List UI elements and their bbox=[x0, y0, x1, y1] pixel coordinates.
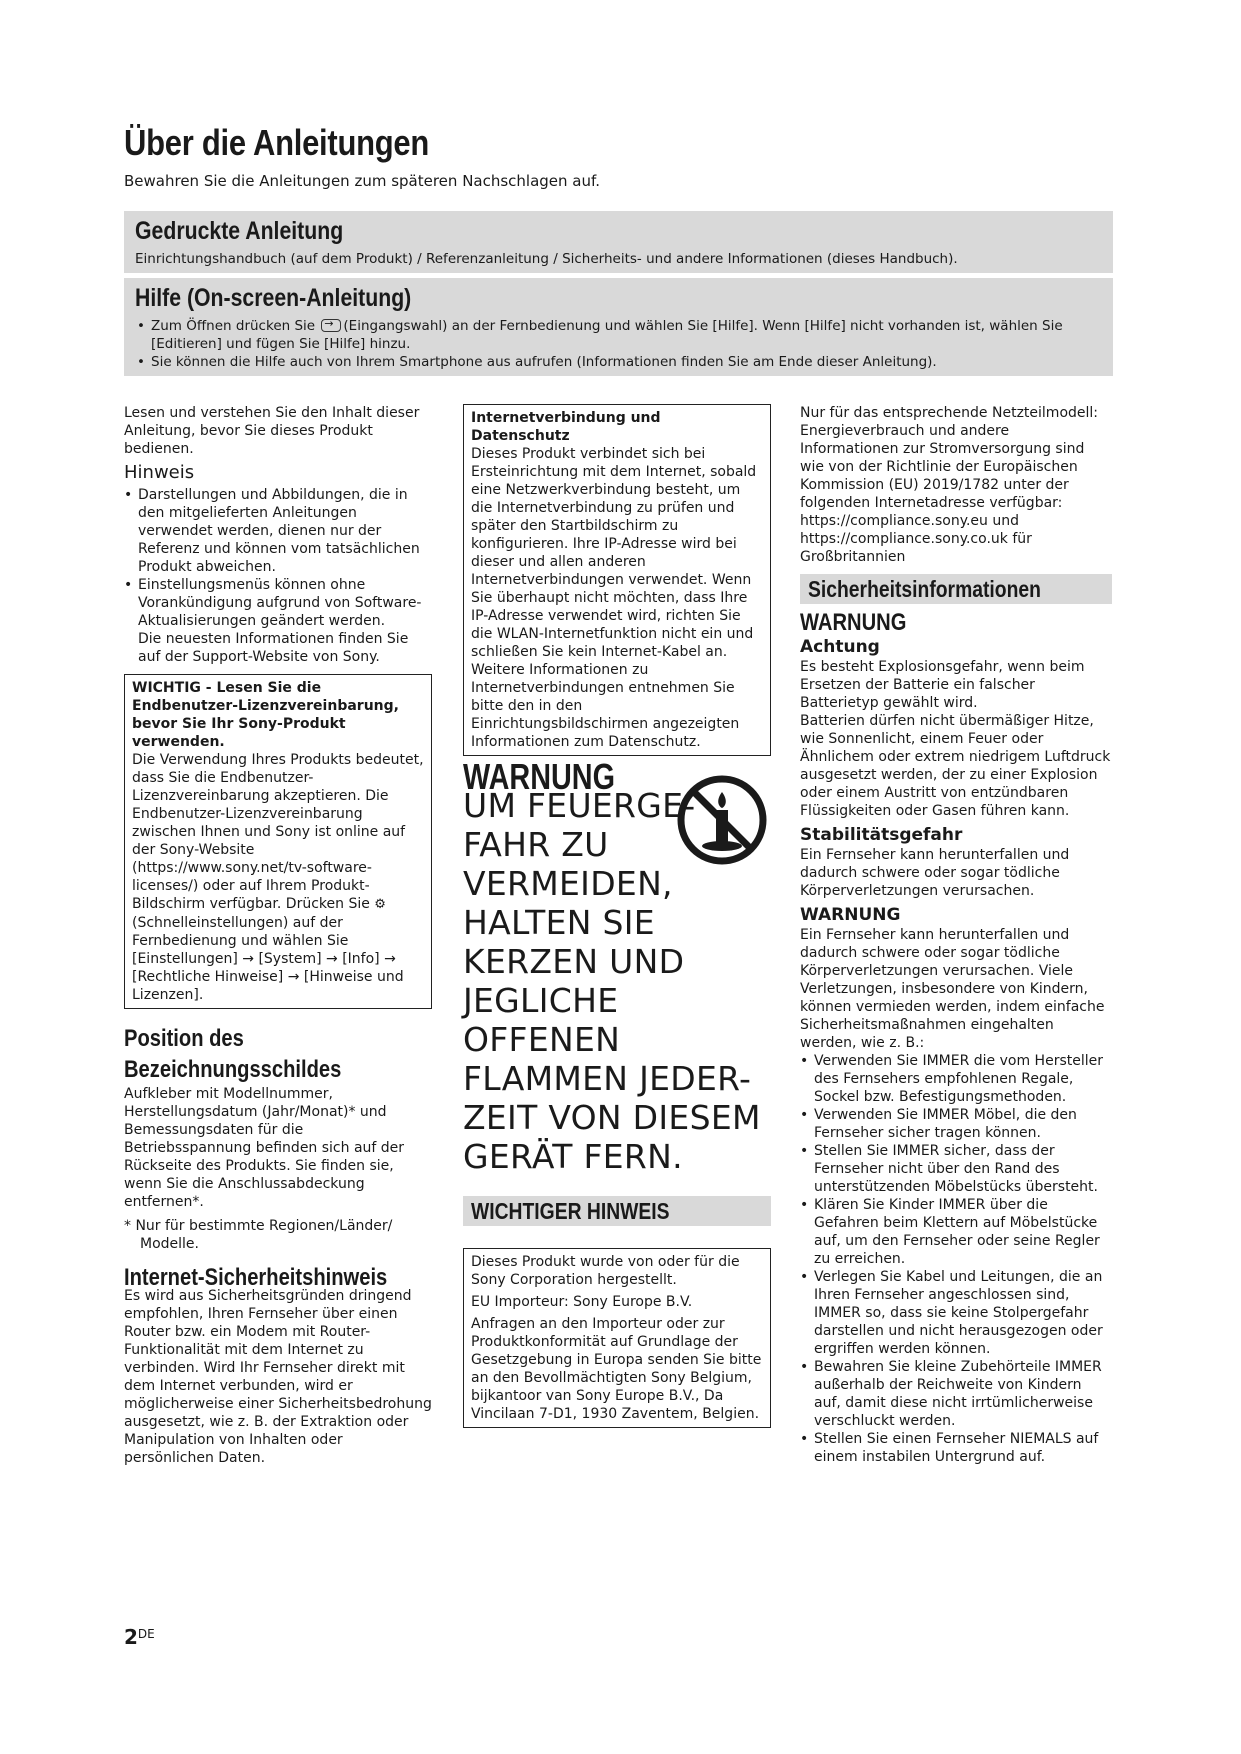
hinweis-bullet-1: • Darstellungen und Abbildungen, die in den mitgelieferten Anleitungen verwendet werden, dienen nur der Referenz und können vom tatsächlichen Produkt abweichen. bbox=[124, 486, 432, 576]
safety-warning-heading: WARNUNG bbox=[800, 609, 907, 636]
position-heading: Position des Bezeichnungsschildes bbox=[124, 1025, 342, 1083]
safety-bullet: • Stellen Sie IMMER sicher, dass der Fernseher nicht über den Rand des unterstützenden Möbelstücks übersteht. bbox=[800, 1142, 1112, 1196]
printed-manual-text: Einrichtungshandbuch (auf dem Produkt) / Referenzanleitung / Sicherheits- und andere Informationen (dieses Handbuch). bbox=[135, 251, 958, 267]
fire-warning-heading: WARNUNG bbox=[463, 756, 615, 797]
input-select-icon bbox=[321, 319, 341, 332]
hinweis-bullet-2 bbox=[124, 576, 432, 666]
safety-bullets bbox=[800, 1052, 1112, 1466]
safety-heading-text: Sicherheitsinformationen bbox=[808, 576, 1041, 602]
importer-box bbox=[463, 1248, 771, 1428]
page-title: Über die Anleitungen bbox=[124, 122, 430, 163]
page-language: DE bbox=[137, 1627, 155, 1641]
safety-bullet: • Verlegen Sie Kabel und Leitungen, die an Ihren Fernseher angeschlossen sind, IMMER so, dass sie keine Stolpergefahr darstellen und nicht herausgezogen oder ergriffen werden können. bbox=[800, 1268, 1112, 1358]
achtung-text-2: Batterien dürfen nicht übermäßiger Hitze, wie Sonnenlicht, einem Feuer oder Ähnlichem oder extrem niedrigem Luftdruck ausgesetzt werden, der zu einer Explosion oder einem Austritt von entzündbaren Flüssigkeiten oder Gasen führen kann. bbox=[800, 713, 1111, 819]
safety-bullet: • Klären Sie Kinder IMMER über die Gefahren beim Klettern auf Möbelstücke auf, um den Fernseher oder seine Regler zu erreichen. bbox=[800, 1196, 1112, 1268]
eula-box bbox=[124, 674, 432, 1009]
help-bullet-open-post: (Eingangswahl) an der Fernbedienung und wählen Sie [Hilfe]. Wenn [Hilfe] nicht vorhanden ist, wählen Sie [Editieren] und fügen Sie [Hilfe] hinzu. bbox=[151, 318, 1063, 352]
eula-text-part1: Die Verwendung Ihres Produkts bedeutet, dass Sie die Endbenutzer-Lizenzvereinbarung akzeptieren. Die Endbenutzer-Lizenzvereinbarung zwischen Ihnen und Sony ist online auf der Sony-Website (https://www.sony.net/tv-software-licenses/) oder auf Ihrem Produkt-Bildschirm verfügbar. Drücken Sie bbox=[132, 752, 424, 912]
page-number bbox=[124, 1625, 155, 1649]
printed-manual-heading: Gedruckte Anleitung bbox=[135, 217, 344, 245]
safety-bullet: • Verwenden Sie IMMER die vom Hersteller des Fernsehers empfohlenen Regale, Sockel bzw. Befestigungsmethoden. bbox=[800, 1052, 1112, 1106]
position-text: Aufkleber mit Modellnummer, Herstellungsdatum (Jahr/Monat)* und Bemessungsdaten für die Betriebsspannung befinden sich auf der Rückseite des Produkts. Sie finden sie, wenn Sie die Anschlussabdeckung entfernen*. bbox=[124, 1086, 405, 1210]
stability-warning-text: Ein Fernseher kann herunterfallen und dadurch schwere oder sogar tödliche Körperverletzungen verursachen. Viele Verletzungen, insbesondere von Kindern, können vermieden werden, indem einfache Sicherheitsmaßnahmen eingehalten werden, wie z. B.: bbox=[800, 927, 1105, 1051]
internet-security-section bbox=[124, 1264, 432, 1467]
position-footnote: * Nur für bestimmte Regionen/Länder/ Modelle. bbox=[124, 1218, 393, 1252]
fire-warning-block bbox=[463, 756, 771, 1188]
page-subtitle: Bewahren Sie die Anleitungen zum späteren Nachschlagen auf. bbox=[124, 172, 600, 190]
importer-text-2: EU Importeur: Sony Europe B.V. bbox=[471, 1294, 693, 1310]
internet-security-heading: Internet-Sicherheitshinweis bbox=[124, 1264, 388, 1291]
achtung-heading: Achtung bbox=[800, 637, 880, 657]
column-middle bbox=[463, 404, 771, 1428]
important-notice-heading bbox=[463, 1196, 771, 1226]
energy-text: Nur für das entsprechende Netzteilmodell: Energieverbrauch und andere Informationen zur Stromversorgung sind wie von der Richtlinie der Europäischen Kommission (EU) 2019/1782 unter der folgenden Internetadresse verfügbar: https://compliance.sony.eu und https://compliance.sony.co.uk für Großbritannien bbox=[800, 405, 1098, 565]
safety-bullet: • Verwenden Sie IMMER Möbel, die den Fernseher sicher tragen können. bbox=[800, 1106, 1112, 1142]
safety-bullet: • Bewahren Sie kleine Zubehörteile IMMER außerhalb der Reichweite von Kindern auf, damit diese nicht irrtümlicherweise verschluckt werden. bbox=[800, 1358, 1112, 1430]
importer-text-1: Dieses Produkt wurde von oder für die Sony Corporation hergestellt. bbox=[471, 1254, 740, 1288]
important-notice-heading-text: WICHTIGER HINWEIS bbox=[471, 1198, 670, 1224]
stability-text: Ein Fernseher kann herunterfallen und dadurch schwere oder sogar tödliche Körperverletzungen verursachen. bbox=[800, 847, 1070, 899]
intro-text: Lesen und verstehen Sie den Inhalt dieser Anleitung, bevor Sie dieses Produkt bedienen. bbox=[124, 405, 420, 457]
hinweis-list bbox=[124, 486, 432, 666]
position-section bbox=[124, 1023, 432, 1253]
eula-heading: WICHTIG - Lesen Sie die Endbenutzer-Lizenzvereinbarung, bevor Sie Ihr Sony-Produkt verwenden. bbox=[132, 680, 399, 750]
importer-text-3: Anfragen an den Importeur oder zur Produktkonformität auf Grundlage der Gesetzgebung in Europa senden Sie bitte an den Bevollmächtigten Sony Belgium, bijkantoor van Sony Europe B.V., Da Vincilaan 7-D1, 1930 Zaventem, Belgien. bbox=[471, 1316, 762, 1422]
page-number-value: 2 bbox=[124, 1625, 138, 1649]
stability-heading: Stabilitätsgefahr bbox=[800, 825, 963, 845]
achtung-text-1: Es besteht Explosionsgefahr, wenn beim Ersetzen der Batterie ein falscher Batterietyp gewählt wird. bbox=[800, 659, 1085, 711]
help-box bbox=[124, 278, 1113, 376]
stability-warning-heading: WARNUNG bbox=[800, 905, 901, 925]
help-bullet-open-pre: Zum Öffnen drücken Sie bbox=[151, 318, 316, 334]
safety-bullet: • Stellen Sie einen Fernseher NIEMALS auf einem instabilen Untergrund auf. bbox=[800, 1430, 1112, 1466]
printed-manual-box bbox=[124, 211, 1113, 273]
no-candle-icon bbox=[676, 774, 768, 866]
eula-text-part2: (Schnelleinstellungen) auf der Fernbedienung und wählen Sie [Einstellungen] → [System] → [Info] → [Rechtliche Hinweise] → [Hinweise und Lizenzen]. bbox=[132, 915, 404, 1003]
hinweis-heading: Hinweis bbox=[124, 462, 195, 483]
help-heading: Hilfe (On-screen-Anleitung) bbox=[135, 284, 412, 312]
safety-heading bbox=[800, 574, 1112, 604]
privacy-box bbox=[463, 404, 771, 756]
gear-icon: ⚙ bbox=[374, 897, 386, 912]
hinweis-bullet-2-text: • Einstellungsmenüs können ohne Vorankündigung aufgrund von Software-Aktualisierungen geändert werden. bbox=[138, 577, 422, 629]
help-bullet-smartphone: • Sie können die Hilfe auch von Ihrem Smartphone aus aufrufen (Informationen finden Sie am Ende dieser Anleitung). bbox=[135, 353, 1103, 371]
help-bullet-open bbox=[135, 317, 1103, 353]
fire-warning-text: UM FEUERGE-FAHR ZU VERMEIDEN, HALTEN SIE KERZEN UND JEGLICHE OFFENEN FLAMMEN JEDER-ZEIT VON DIESEM GERÄT FERN. bbox=[463, 786, 761, 1176]
column-left bbox=[124, 404, 432, 1467]
internet-security-text: Es wird aus Sicherheitsgründen dringend empfohlen, Ihren Fernseher über einen Router bzw. ein Modem mit Router-Funktionalität mit dem Internet zu verbinden. Wird Ihr Fernseher direkt mit dem Internet verbunden, wird er möglicherweise einer Sicherheitsbedrohung ausgesetzt, wie z. B. der Extraktion oder Manipulation von Inhalten oder persönlichen Daten. bbox=[124, 1288, 432, 1466]
column-right bbox=[800, 404, 1112, 1466]
hinweis-bullet-2-support: Die neuesten Informationen finden Sie auf der Support-Website von Sony. bbox=[138, 631, 409, 665]
privacy-text: Dieses Produkt verbindet sich bei Ersteinrichtung mit dem Internet, sobald eine Netzwerkverbindung besteht, um die Internetverbindung zu prüfen und später den Startbildschirm zu konfigurieren. Ihre IP-Adresse wird bei dieser und allen anderen Internetverbindungen verwendet. Wenn Sie überhaupt nicht möchten, dass Ihre IP-Adresse verwendet wird, richten Sie die WLAN-Internetfunktion nicht ein und schließen Sie kein Internet-Kabel an. Weitere Informationen zu Internetverbindungen entnehmen Sie bitte den in den Einrichtungsbildschirmen angezeigten Informationen zum Datenschutz. bbox=[471, 446, 757, 750]
privacy-heading: Internetverbindung und Datenschutz bbox=[471, 410, 661, 444]
eula-text bbox=[132, 751, 424, 1004]
